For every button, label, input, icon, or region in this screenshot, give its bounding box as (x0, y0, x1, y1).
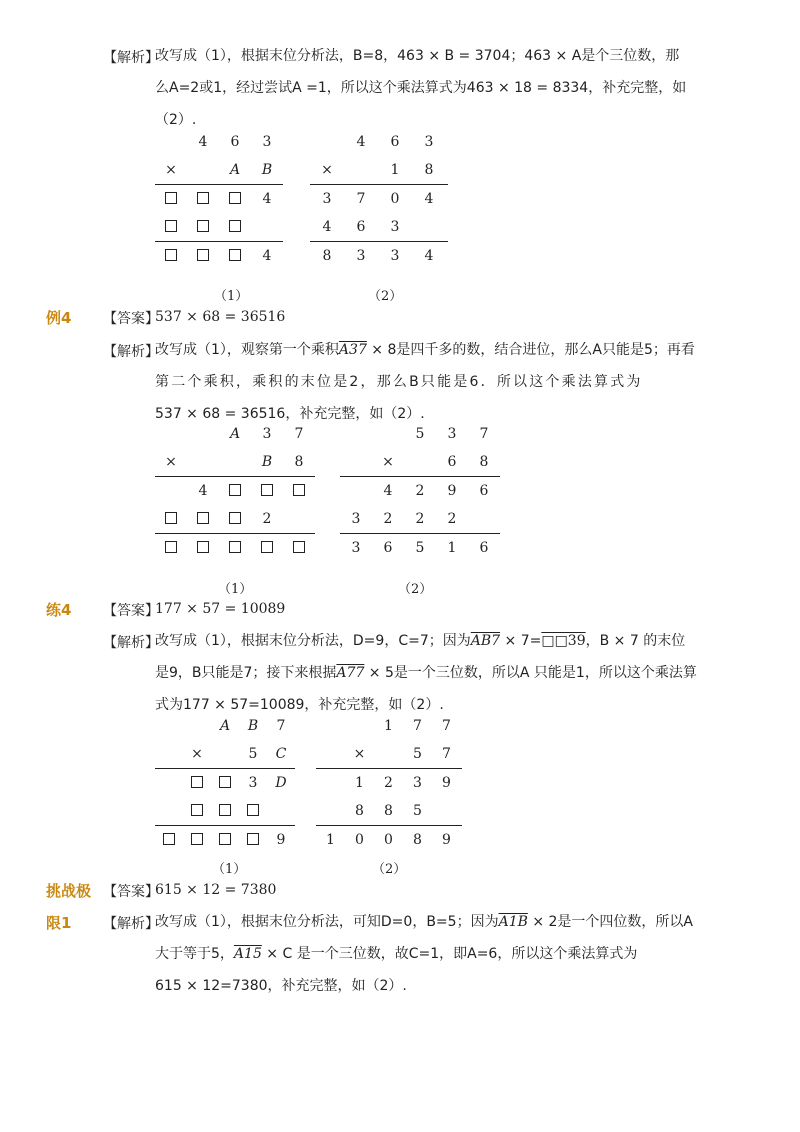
figure-cell: 6 (356, 219, 366, 235)
figure-cell: 8 (413, 832, 422, 848)
figure-cell: 2 (383, 511, 393, 527)
figure-cell: × (191, 746, 203, 762)
figure-row (310, 185, 448, 213)
figure-cell: D (275, 775, 287, 791)
figure-cell: 2 (447, 511, 457, 527)
figure-cell (219, 483, 251, 499)
figure-row (310, 213, 448, 241)
challenge-label-part1: 挑战极 (46, 882, 92, 900)
s2-caption-2: （2） (398, 582, 433, 597)
figure-cell (155, 511, 187, 527)
figure-cell: 3 (322, 191, 332, 207)
figure-cell (211, 832, 239, 848)
figure-cell (283, 483, 315, 499)
s2-caption-1: （1） (218, 582, 253, 597)
s1-figure-1 (155, 128, 283, 270)
figure-cell: 3 (447, 426, 457, 442)
s2-figure-2 (340, 420, 500, 562)
figure-cell: 1 (390, 162, 400, 178)
figure-cell (183, 803, 211, 819)
figure-cell (211, 775, 239, 791)
figure-cell: 6 (230, 134, 240, 150)
figure-cell: 5 (415, 540, 425, 556)
figure-row (310, 242, 448, 270)
blank-box (191, 833, 203, 845)
figure-cell: 6 (479, 483, 489, 499)
figure-cell: 3 (413, 775, 422, 791)
figure-cell: × (382, 454, 394, 470)
figure-cell: 7 (276, 718, 286, 734)
figure-row (310, 156, 448, 184)
analysis-tag: 【解析】 (103, 916, 159, 932)
figure-row (340, 448, 500, 476)
figure-cell (211, 803, 239, 819)
figure-cell: 5 (415, 426, 425, 442)
figure-cell: 3 (424, 134, 434, 150)
figure-cell: 2 (384, 775, 393, 791)
blank-box (165, 249, 177, 261)
figure-cell: 3 (351, 511, 361, 527)
s1-figure-2 (310, 128, 448, 270)
figure-cell: 4 (356, 134, 366, 150)
figure-cell (187, 191, 219, 207)
figure-row (340, 534, 500, 562)
analysis-tag: 【解析】 (103, 344, 159, 360)
practice-4-label: 练4 (46, 601, 72, 619)
s1-caption-1: （1） (214, 289, 249, 304)
figure-row (340, 420, 500, 448)
figure-cell: 4 (424, 248, 434, 264)
figure-cell: 8 (322, 248, 332, 264)
figure-cell: 1 (355, 775, 364, 791)
blank-box (165, 220, 177, 232)
figure-cell: 0 (355, 832, 364, 848)
blank-box (191, 776, 203, 788)
figure-cell: 1 (326, 832, 335, 848)
blank-box (219, 776, 231, 788)
figure-cell (187, 540, 219, 556)
figure-cell (219, 511, 251, 527)
blank-box (293, 484, 305, 496)
figure-row (155, 505, 315, 533)
blank-box (229, 484, 241, 496)
figure-cell: 1 (447, 540, 457, 556)
figure-row (316, 826, 462, 854)
figure-cell: 4 (198, 483, 208, 499)
figure-row (310, 128, 448, 156)
figure-cell: 6 (479, 540, 489, 556)
s3-line-2: 是9，B只能是7；接下来根据A77 × 5是一个三位数，所以A 只能是1，所以这个乘法算 (155, 665, 697, 681)
blank-box (219, 804, 231, 816)
s4-line-2: 大于等于5，A15 × C 是一个三位数，故C=1，即A=6，所以这个乘法算式为 (155, 946, 638, 962)
figure-row (155, 420, 315, 448)
figure-cell: 6 (383, 540, 393, 556)
figure-row (155, 740, 295, 768)
s3-answer: 177 × 57 = 10089 (155, 601, 286, 617)
s3-figure-2 (316, 712, 462, 854)
blank-box (229, 541, 241, 553)
figure-cell: 5 (248, 746, 258, 762)
blank-box (197, 249, 209, 261)
figure-cell: 0 (384, 832, 393, 848)
figure-cell: 5 (413, 746, 422, 762)
figure-cell (251, 483, 283, 499)
blank-box (219, 833, 231, 845)
answer-tag: 【答案】 (103, 603, 159, 619)
figure-cell: C (275, 746, 287, 762)
figure-row (155, 712, 295, 740)
figure-row (155, 797, 295, 825)
figure-cell: 8 (294, 454, 304, 470)
figure-cell: 8 (384, 803, 393, 819)
figure-cell (251, 540, 283, 556)
figure-cell (187, 219, 219, 235)
blank-box (191, 804, 203, 816)
figure-cell: A (219, 718, 231, 734)
figure-cell: × (165, 162, 177, 178)
s1-line-3: （2）. (155, 112, 197, 128)
s3-caption-2: （2） (372, 862, 407, 877)
figure-cell: 4 (198, 134, 208, 150)
figure-row (155, 826, 295, 854)
figure-row (155, 534, 315, 562)
figure-cell: × (321, 162, 333, 178)
s2-figure-1 (155, 420, 315, 562)
figure-row (155, 156, 283, 184)
figure-cell: 3 (262, 134, 272, 150)
figure-cell: 8 (479, 454, 489, 470)
figure-cell: 1 (384, 718, 393, 734)
figure-cell: B (247, 718, 259, 734)
figure-cell: 9 (442, 775, 451, 791)
figure-row (340, 477, 500, 505)
figure-row (155, 213, 283, 241)
blank-box (165, 541, 177, 553)
figure-cell (155, 219, 187, 235)
s1-line-1: 改写成（1），根据末位分析法，B=8，463 × B = 3704；463 × A是个三位数，那 (155, 48, 680, 64)
s2-line-1: 改写成（1），观察第一个乘积A37 × 8是四千多的数，结合进位，那么A只能是5；再看 (155, 342, 695, 358)
s3-line-1: 改写成（1），根据末位分析法，D=9，C=7；因为AB7 × 7=□□39，B × 7 的末位 (155, 633, 686, 649)
figure-cell: A (229, 162, 241, 178)
figure-cell: B (261, 454, 273, 470)
figure-row (155, 448, 315, 476)
figure-row (316, 769, 462, 797)
figure-cell (219, 191, 251, 207)
figure-cell: 9 (276, 832, 286, 848)
analysis-tag: 【解析】 (103, 635, 159, 651)
blank-box (229, 512, 241, 524)
blank-box (229, 249, 241, 261)
figure-cell: × (165, 454, 177, 470)
challenge-label-part2: 限1 (46, 914, 72, 932)
figure-cell: 0 (390, 191, 400, 207)
figure-cell (219, 248, 251, 264)
figure-cell (155, 832, 183, 848)
figure-cell: 4 (322, 219, 332, 235)
figure-cell (219, 219, 251, 235)
blank-box (247, 833, 259, 845)
figure-row (155, 477, 315, 505)
blank-box (197, 220, 209, 232)
figure-cell (283, 540, 315, 556)
figure-cell: 4 (424, 191, 434, 207)
s2-answer: 537 × 68 = 36516 (155, 309, 286, 325)
blank-box (247, 804, 259, 816)
figure-cell: 7 (442, 746, 451, 762)
figure-row (316, 797, 462, 825)
figure-cell: 3 (351, 540, 361, 556)
figure-cell (219, 540, 251, 556)
figure-cell: 7 (413, 718, 422, 734)
blank-box (197, 541, 209, 553)
figure-cell: 4 (262, 191, 272, 207)
s3-line-3: 式为177 × 57=10089，补充完整，如（2）. (155, 697, 444, 713)
figure-row (155, 128, 283, 156)
figure-cell: 3 (390, 248, 400, 264)
figure-cell (183, 832, 211, 848)
figure-cell: 3 (356, 248, 366, 264)
figure-cell (187, 511, 219, 527)
s3-caption-1: （1） (212, 862, 247, 877)
figure-cell (155, 540, 187, 556)
figure-row (340, 505, 500, 533)
figure-cell: 7 (479, 426, 489, 442)
figure-cell: 3 (248, 775, 258, 791)
figure-cell: 4 (383, 483, 393, 499)
s4-line-1: 改写成（1），根据末位分析法，可知D=0，B=5；因为A1B × 2是一个四位数，所以A (155, 914, 694, 930)
s4-line-3: 615 × 12=7380，补充完整，如（2）. (155, 978, 407, 994)
blank-box (229, 192, 241, 204)
blank-box (197, 192, 209, 204)
s2-line-3: 537 × 68 = 36516，补充完整，如（2）. (155, 406, 425, 422)
figure-cell: 6 (447, 454, 457, 470)
figure-cell: 2 (415, 483, 425, 499)
figure-cell: 7 (442, 718, 451, 734)
blank-box (293, 541, 305, 553)
figure-row (316, 712, 462, 740)
figure-cell: 3 (390, 219, 400, 235)
blank-box (229, 220, 241, 232)
blank-box (261, 541, 273, 553)
figure-row (155, 242, 283, 270)
figure-cell: 9 (442, 832, 451, 848)
figure-cell: 2 (415, 511, 425, 527)
figure-row (155, 769, 295, 797)
s3-figure-1 (155, 712, 295, 854)
figure-cell (155, 248, 187, 264)
figure-cell (239, 803, 267, 819)
figure-cell (187, 248, 219, 264)
answer-tag: 【答案】 (103, 311, 159, 327)
figure-cell: 9 (447, 483, 457, 499)
figure-row (155, 185, 283, 213)
figure-cell: 3 (262, 426, 272, 442)
figure-cell: 7 (356, 191, 366, 207)
figure-cell: 6 (390, 134, 400, 150)
figure-cell: 8 (424, 162, 434, 178)
figure-cell: 2 (262, 511, 272, 527)
blank-box (197, 512, 209, 524)
figure-cell: 5 (413, 803, 422, 819)
figure-cell (239, 832, 267, 848)
figure-cell: B (261, 162, 273, 178)
figure-cell: 7 (294, 426, 304, 442)
figure-cell: A (229, 426, 241, 442)
blank-box (165, 192, 177, 204)
analysis-tag: 【解析】 (103, 50, 159, 66)
figure-cell: 8 (355, 803, 364, 819)
figure-cell: × (353, 746, 366, 762)
s1-line-2: 么A=2或1，经过尝试A =1，所以这个乘法算式为463 × 18 = 8334，补充完整，如 (155, 80, 687, 96)
s4-answer: 615 × 12 = 7380 (155, 882, 277, 898)
answer-tag: 【答案】 (103, 884, 159, 900)
s2-line-2: 第二个乘积，乘积的末位是2，那么B只能是6．所以这个乘法算式为 (155, 374, 643, 390)
blank-box (165, 512, 177, 524)
figure-cell (183, 775, 211, 791)
blank-box (163, 833, 175, 845)
figure-cell: 4 (262, 248, 272, 264)
blank-box (261, 484, 273, 496)
figure-row (316, 740, 462, 768)
example-4-label: 例4 (46, 309, 72, 327)
s1-caption-2: （2） (368, 289, 403, 304)
figure-cell (155, 191, 187, 207)
